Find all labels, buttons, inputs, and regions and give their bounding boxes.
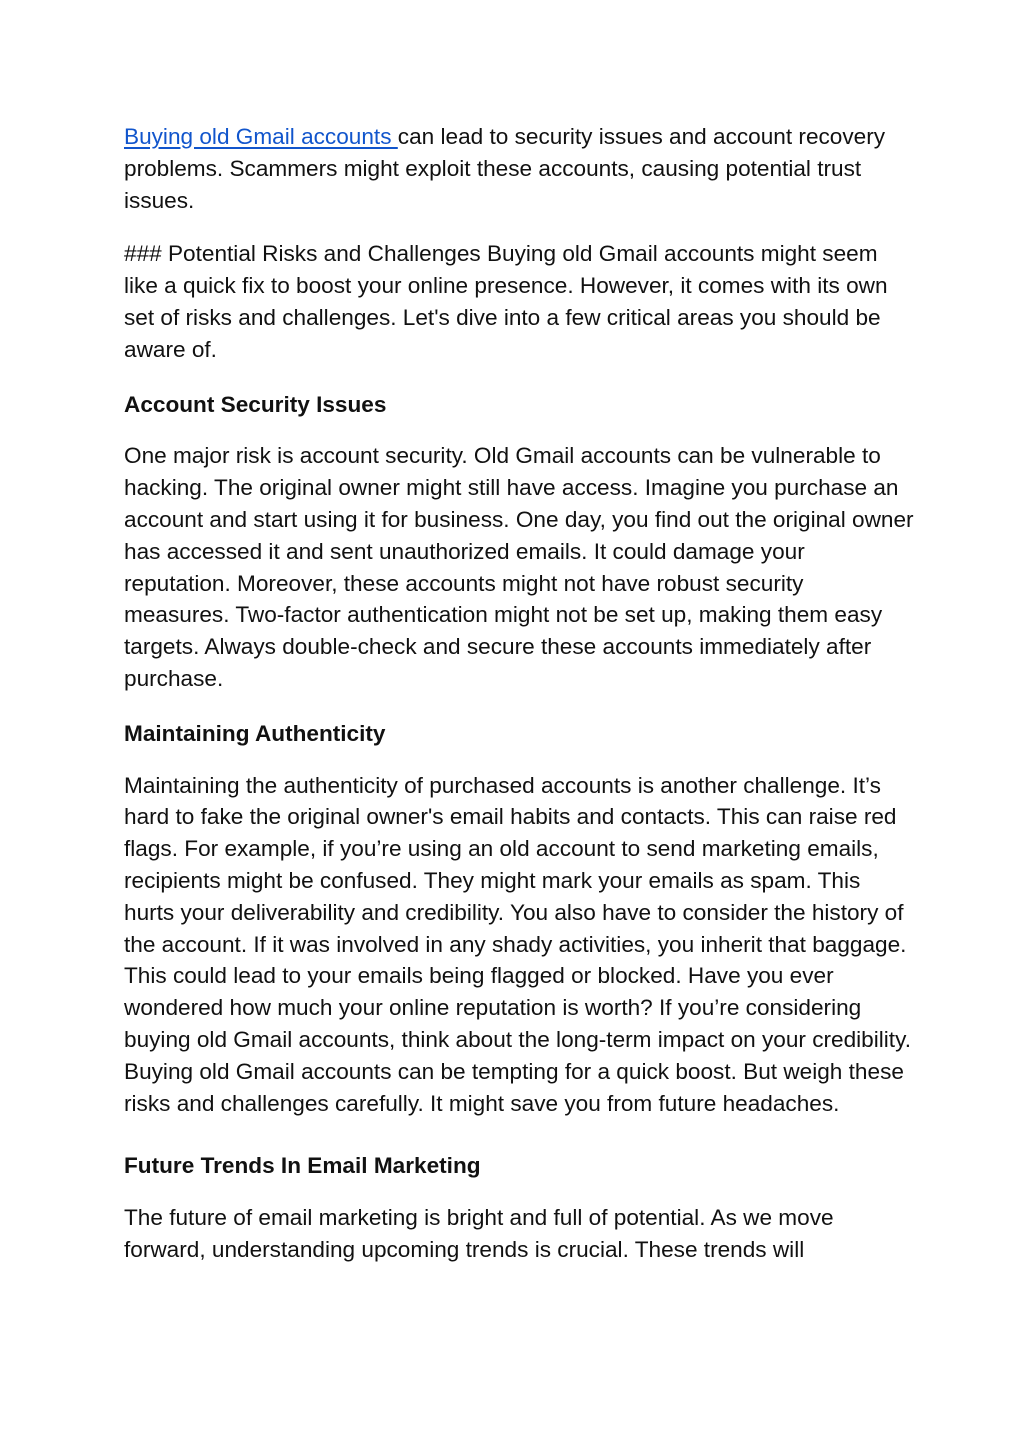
section-body-account-security: One major risk is account security. Old Gmail accounts can be vulnerable to hacking. The original owner might still have access. Imagine you purchase an account and start using it for business. One day, you find out the original owner has accessed it and sent unauthorized emails. It could damage your reputation. Moreover, these accounts might not have robust security measures. Two-factor authentication might not be set up, making them easy targets. Always double-check and secure these accounts immediately after purchase. <box>124 443 914 691</box>
section-body-maintaining-authenticity: Maintaining the authenticity of purchased accounts is another challenge. It’s hard to fake the original owner's email habits and contacts. This can raise red flags. For example, if you’re using an old account to send marketing emails, recipients might be confused. They might mark your emails as spam. This hurts your deliverability and credibility. You also have to consider the history of the account. If it was involved in any shady activities, you inherit that baggage. This could lead to your emails being flagged or blocked. Have you ever wondered how much your online reputation is worth? If you’re considering buying old Gmail accounts, think about the long-term impact on your credibility. Buying old Gmail accounts can be tempting for a quick boost. But weigh these risks and challenges carefully. It might save you from future headaches. <box>124 772 911 1116</box>
intro-text: can lead to security issues and account recovery problems. Scammers might exploit these accounts, causing potential trust issues. <box>124 124 886 213</box>
buying-old-gmail-link[interactable]: Buying old Gmail accounts <box>124 124 398 149</box>
section-heading-future-trends: Future Trends In Email Marketing <box>124 1153 481 1179</box>
intro-paragraph <box>124 121 914 216</box>
document-page <box>124 121 914 1266</box>
section-heading-account-security: Account Security Issues <box>124 391 387 417</box>
section-heading-maintaining-authenticity: Maintaining Authenticity <box>124 720 386 746</box>
risks-intro-paragraph: ### Potential Risks and Challenges Buying old Gmail accounts might seem like a quick fix to boost your online presence. However, it comes with its own set of risks and challenges. Let's dive into a few critical areas you should be aware of. <box>124 241 888 362</box>
section-body-future-trends: The future of email marketing is bright and full of potential. As we move forward, understanding upcoming trends is crucial. These trends will <box>124 1205 834 1262</box>
